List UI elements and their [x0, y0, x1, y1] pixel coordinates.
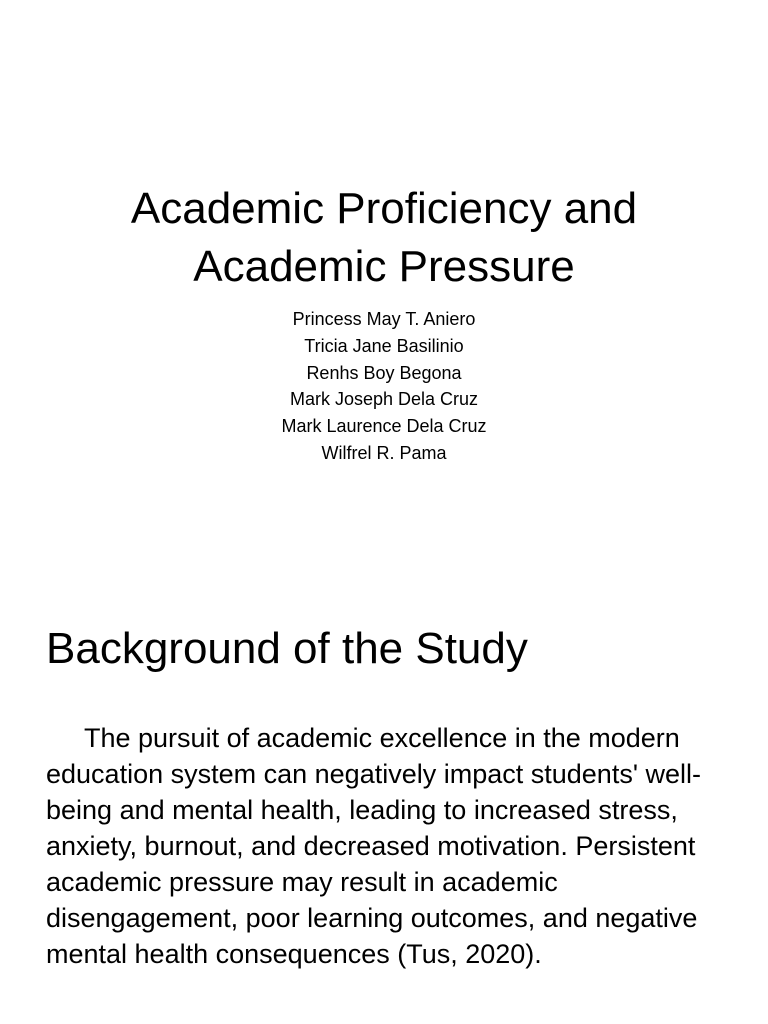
presentation-title	[0, 180, 768, 296]
title-line-2: Academic Pressure	[193, 242, 575, 291]
title-line-1: Academic Proficiency and	[130, 184, 638, 233]
author-name: Tricia Jane Basilinio	[304, 335, 464, 356]
author-name: Renhs Boy Begona	[306, 362, 462, 383]
author-name: Princess May T. Aniero	[292, 309, 476, 329]
background-paragraph: The pursuit of academic excellence in the modern education system can negatively impact students' well-being and mental health, leading to increased stress, anxiety, burnout, and decreased motivation. Persistent academic pressure may result in academic disengagement, poor learning outcomes, and negative mental health consequences (Tus, 2020).	[46, 723, 701, 969]
author-name: Mark Laurence Dela Cruz	[281, 416, 487, 437]
author-name: Mark Joseph Dela Cruz	[289, 389, 479, 410]
author-list	[0, 306, 768, 467]
author-name: Wilfrel R. Pama	[321, 442, 447, 463]
section-heading: Background of the Study	[46, 624, 528, 673]
